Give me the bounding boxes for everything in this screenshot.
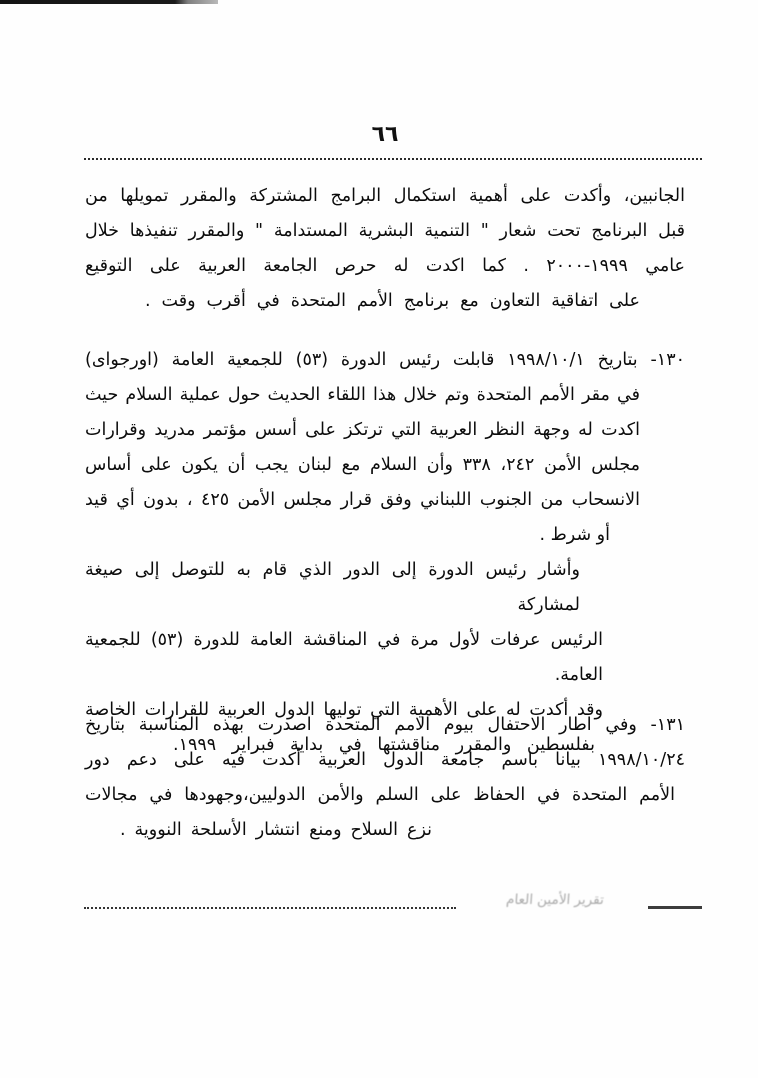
page-number: ٦٦ — [371, 122, 399, 147]
text-line: مجلس الأمن ٢٤٢، ٣٣٨ وأن السلام مع لبنان يجب أن يكون على أساس — [85, 455, 640, 475]
footer-solid-rule — [648, 906, 702, 909]
text-line: بفلسطين والمقرر مناقشتها في بداية فبراير ١٩٩٩. — [173, 735, 595, 755]
text-line: الانسحاب من الجنوب اللبناني وفق قرار مجلس الأمن ٤٢٥ ، بدون أي قيد — [85, 490, 640, 510]
text-line: ١٣٠- بتاريخ ١٩٩٨/١٠/١ قابلت رئيس الدورة (٥٣) للجمعية العامة (اورجواى) — [85, 350, 685, 370]
text-line: قبل البرنامج تحت شعار " التنمية البشرية المستدامة " والمقرر تنفيذها خلال — [85, 221, 685, 241]
footer-dotted-rule — [84, 907, 456, 909]
paragraph-continuation — [85, 179, 685, 319]
footer-watermark: تقرير الأمين العام — [505, 892, 605, 908]
text-line: وقد أكدت له على الأهمية التي توليها الدول العربية للقرارات الخاصة — [85, 700, 603, 720]
text-line: الرئيس عرفات لأول مرة في المناقشة العامة للدورة (٥٣) للجمعية العامة. — [85, 630, 603, 685]
text-line: الأمم المتحدة في الحفاظ على السلم والأمن الدوليين،وجهودها في مجالات — [85, 785, 675, 805]
text-line: نزع السلاح ومنع انتشار الأسلحة النووية . — [120, 820, 432, 840]
text-line: ١٩٩٨/١٠/٢٤ بيانا باسم جامعة الدول العربية أكدت فيه على دعم دور — [85, 750, 685, 770]
text-line: عامي ١٩٩٩-٢٠٠٠ . كما اكدت له حرص الجامعة العربية على التوقيع — [85, 256, 685, 276]
scan-artifact-bar — [0, 0, 218, 4]
numbered-item-131 — [85, 708, 685, 848]
text-line: على اتفاقية التعاون مع برنامج الأمم المتحدة في أقرب وقت . — [145, 291, 640, 311]
text-line: ١٣١- وفي اطار الاحتفال بيوم الامم المتحدة اصدرت بهذه المناسبة بتاريخ — [85, 715, 685, 735]
text-line: في مقر الأمم المتحدة وتم خلال هذا اللقاء الحديث حول عملية السلام حيث — [85, 385, 640, 405]
text-line: الجانبين، وأكدت على أهمية استكمال البرامج المشتركة والمقرر تمويلها من — [85, 186, 685, 206]
numbered-item-130 — [85, 343, 685, 553]
text-line: وأشار رئيس الدورة إلى الدور الذي قام به للتوصل إلى صيغة لمشاركة — [85, 560, 580, 615]
text-line: أو شرط . — [539, 525, 610, 545]
header-dotted-rule — [84, 158, 702, 160]
text-line: اكدت له وجهة النظر العربية التي ترتكز على أسس مؤتمر مدريد وقرارات — [85, 420, 640, 440]
